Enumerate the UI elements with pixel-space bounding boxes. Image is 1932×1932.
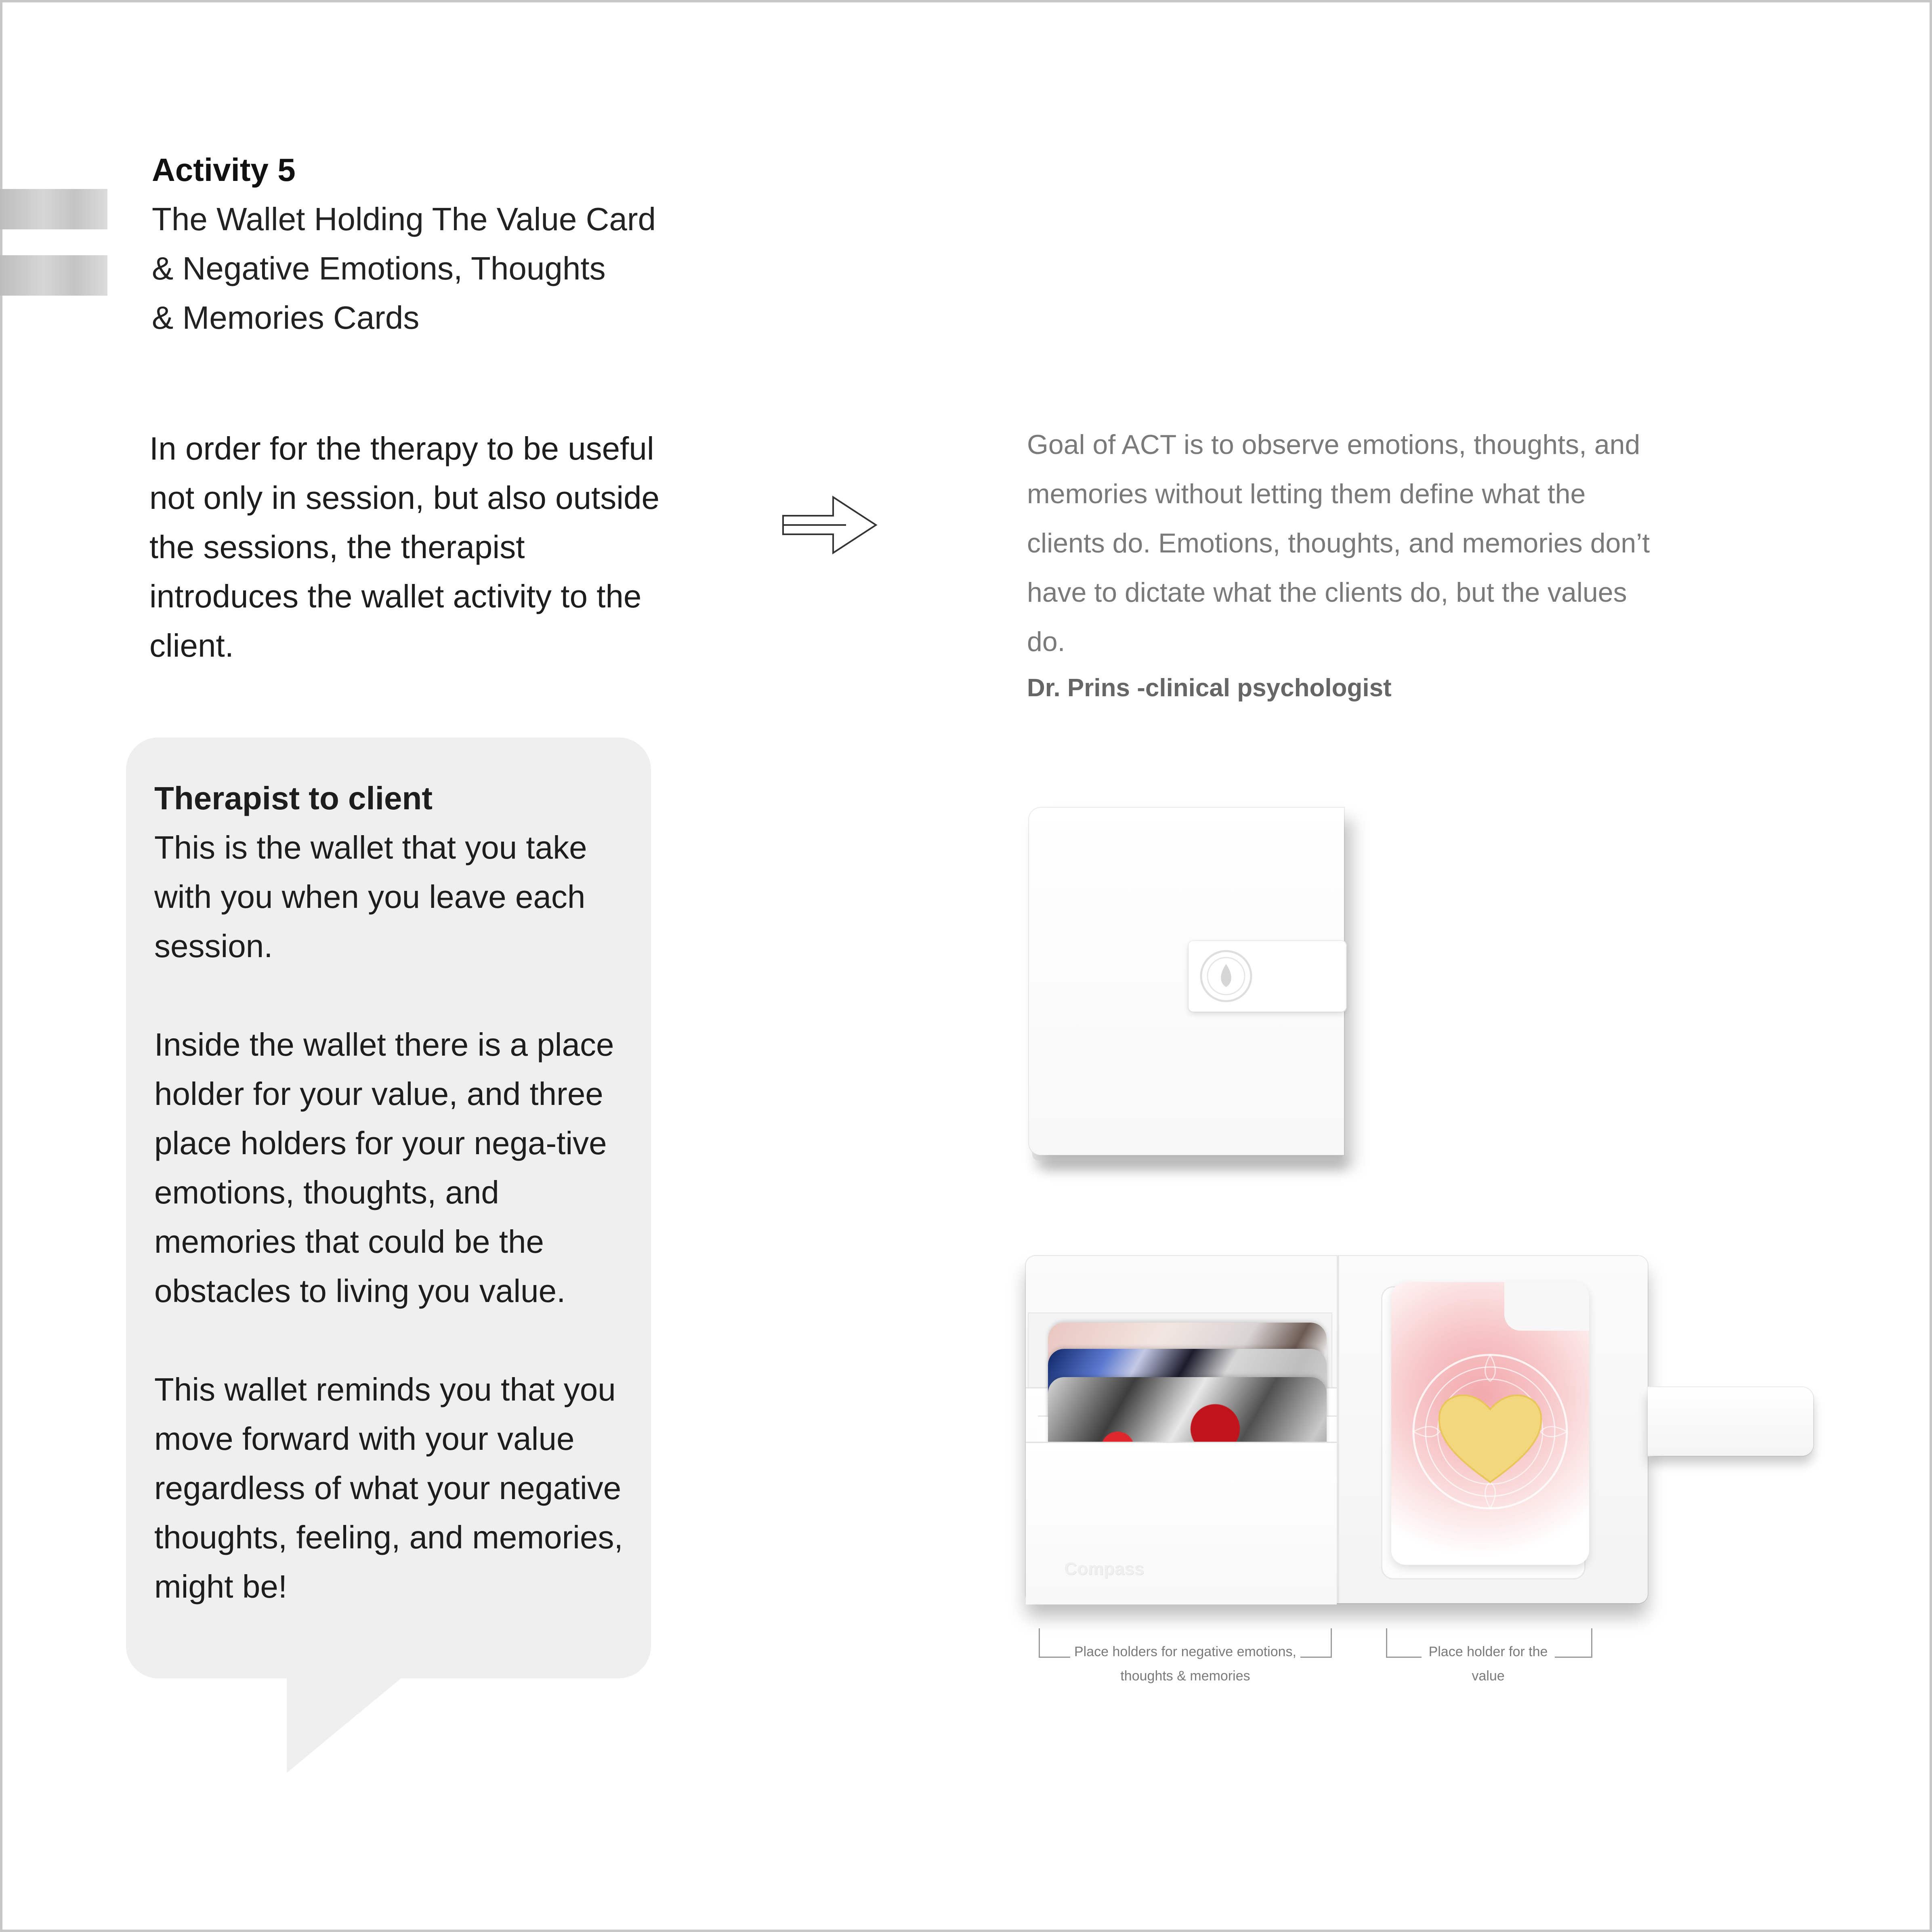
quote-block (1027, 420, 1657, 708)
bubble-paragraph-1: This is the wallet that you take with you when you leave each session. (154, 830, 587, 964)
bubble-heading: Therapist to client (154, 780, 433, 816)
wallet-brand: Compass (1064, 1559, 1144, 1579)
quote-author: Dr. Prins -clinical psychologist (1027, 674, 1392, 702)
right-arrow-icon (781, 495, 878, 555)
activity-label: Activity 5 (152, 152, 296, 188)
bubble-content (154, 774, 631, 1661)
compass-logo-icon (1196, 946, 1256, 1006)
decorative-bar-bottom (0, 255, 107, 296)
speech-bubble-tail (287, 1676, 408, 1773)
bubble-paragraph-3: This wallet reminds you that you move forward with your value regardless of what your negative thoughts, feeling, and memories, might be! (154, 1371, 623, 1604)
activity-title: The Wallet Holding The Value Card & Negative Emotions, Thoughts & Memories Cards (152, 201, 656, 336)
callout-negative: Place holders for negative emotions, thoughts & memories (1070, 1640, 1300, 1688)
wallet-closed (1029, 808, 1344, 1155)
value-card (1391, 1282, 1589, 1565)
wallet-open (1026, 1256, 1648, 1603)
value-card-notch (1504, 1282, 1589, 1331)
wallet-strap (1648, 1387, 1813, 1456)
quote-text: Goal of ACT is to observe emotions, thoughts, and memories without letting them define what the clients do. Emotions, thoughts, and memories don’t have to dictate what the clients do, but the values do. (1027, 429, 1650, 657)
bubble-paragraph-2: Inside the wallet there is a place holder for your value, and three place holders for your nega-tive emotions, thoughts, and memories that could be the obstacles to living you value. (154, 1027, 614, 1309)
title-block (152, 145, 758, 342)
speech-bubble (126, 737, 651, 1678)
wallet-fold (1337, 1256, 1339, 1603)
wallet-clasp (1189, 941, 1346, 1012)
card-pocket-3 (1026, 1442, 1337, 1604)
decorative-bar-top (0, 189, 107, 229)
heart-icon (1407, 1349, 1573, 1514)
intro-paragraph: In order for the therapy to be useful not only in session, but also outside the sessions, the therapist introduces the wallet activity to the client. (149, 430, 660, 664)
callout-value: Place holder for the value (1422, 1640, 1555, 1688)
